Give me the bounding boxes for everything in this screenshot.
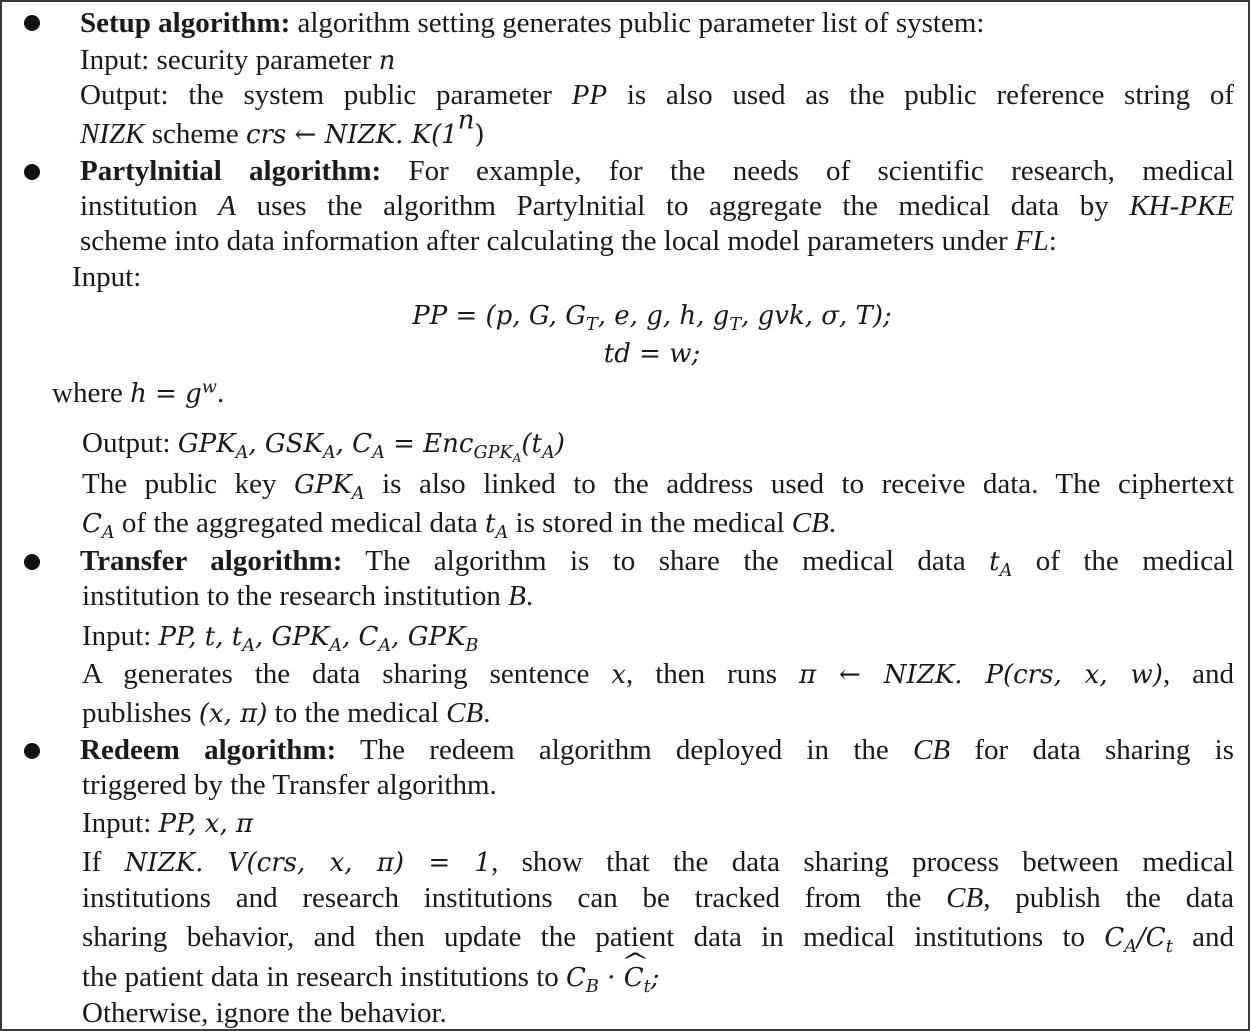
transfer-title: Transfer algorithm: <box>80 545 343 577</box>
party-input-label: Input: <box>72 261 142 293</box>
party-pk: The public key $GPK_A$ is also linked to the address used to receive data. The ciphertext <box>82 468 1234 505</box>
transfer-input: Input: PP, t, $t_A$, $GPK_A$, $C_A$, $GPK_B$ <box>82 620 479 657</box>
party-title: Partylnitial algorithm: <box>80 155 382 187</box>
party-eq2: td = w; <box>603 339 701 369</box>
setup-input: Input: security parameter n <box>80 44 396 76</box>
redeem-line6: sharing behavior, and then update the patient data in medical institutions to $C_A/C_t$ and <box>82 921 1235 958</box>
redeem-input: Input: PP, x, π <box>82 807 254 839</box>
bullet-icon <box>24 164 40 180</box>
party-eq1: PP = (p, G, $G_T$, e, g, h, $g_T$, gvk, σ, T); <box>412 301 892 336</box>
party-where: where $h = g^w$. <box>52 377 225 409</box>
party-line1: Partylnitial algorithm: For example, for the needs of scientific research, medical <box>80 155 1235 187</box>
setup-heading-line <box>80 6 984 41</box>
transfer-publish: publishes (x, π) to the medical CB. <box>82 697 491 729</box>
transfer-line2: institution to the research institution B. <box>82 580 534 612</box>
party-line3: scheme into data information after calculating the local model parameters under FL: <box>80 225 1057 257</box>
party-line2: institution A uses the algorithm Partylnitial to aggregate the medical data by KH-PKE <box>80 190 1235 222</box>
setup-crs: NIZK scheme crs ← NIZK. K(1$^n$) <box>80 105 485 150</box>
transfer-generate: A generates the data sharing sentence x, then runs π ← NIZK. P(crs, x, w), and <box>82 658 1235 690</box>
redeem-line7: the patient data in research institutions to $C_B$ · ^ $C_t$; <box>82 960 660 996</box>
redeem-line5: institutions and research institutions can be tracked from the CB, publish the data <box>82 882 1234 914</box>
redeem-title: Redeem algorithm: <box>80 734 337 766</box>
bullet-icon <box>24 743 40 759</box>
setup-title: Setup algorithm: <box>80 7 291 39</box>
redeem-if: If NIZK. V(crs, x, π) = 1, show that the data sharing process between medical <box>82 846 1234 878</box>
redeem-line1: Redeem algorithm: The redeem algorithm deployed in the CB for data sharing is <box>80 734 1235 766</box>
party-ca: $C_A$ of the aggregated medical data $t_A$ is stored in the medical CB. <box>82 507 837 544</box>
redeem-line2: triggered by the Transfer algorithm. <box>82 769 497 801</box>
transfer-line1: Transfer algorithm: The algorithm is to share the medical data $t_A$ of the medical <box>80 545 1235 582</box>
bullet-icon <box>24 554 40 570</box>
redeem-otherwise: Otherwise, ignore the behavior. <box>82 997 447 1029</box>
bullet-icon <box>24 15 40 31</box>
setup-intro: algorithm setting generates public parameter list of system: <box>297 7 985 39</box>
setup-output: Output: the system public parameter PP is also used as the public reference string of <box>80 79 1235 111</box>
party-output: Output: $GPK_A$, $GSK_A$, $C_A = Enc_{GPK_A}(t_A)$ <box>82 427 565 466</box>
